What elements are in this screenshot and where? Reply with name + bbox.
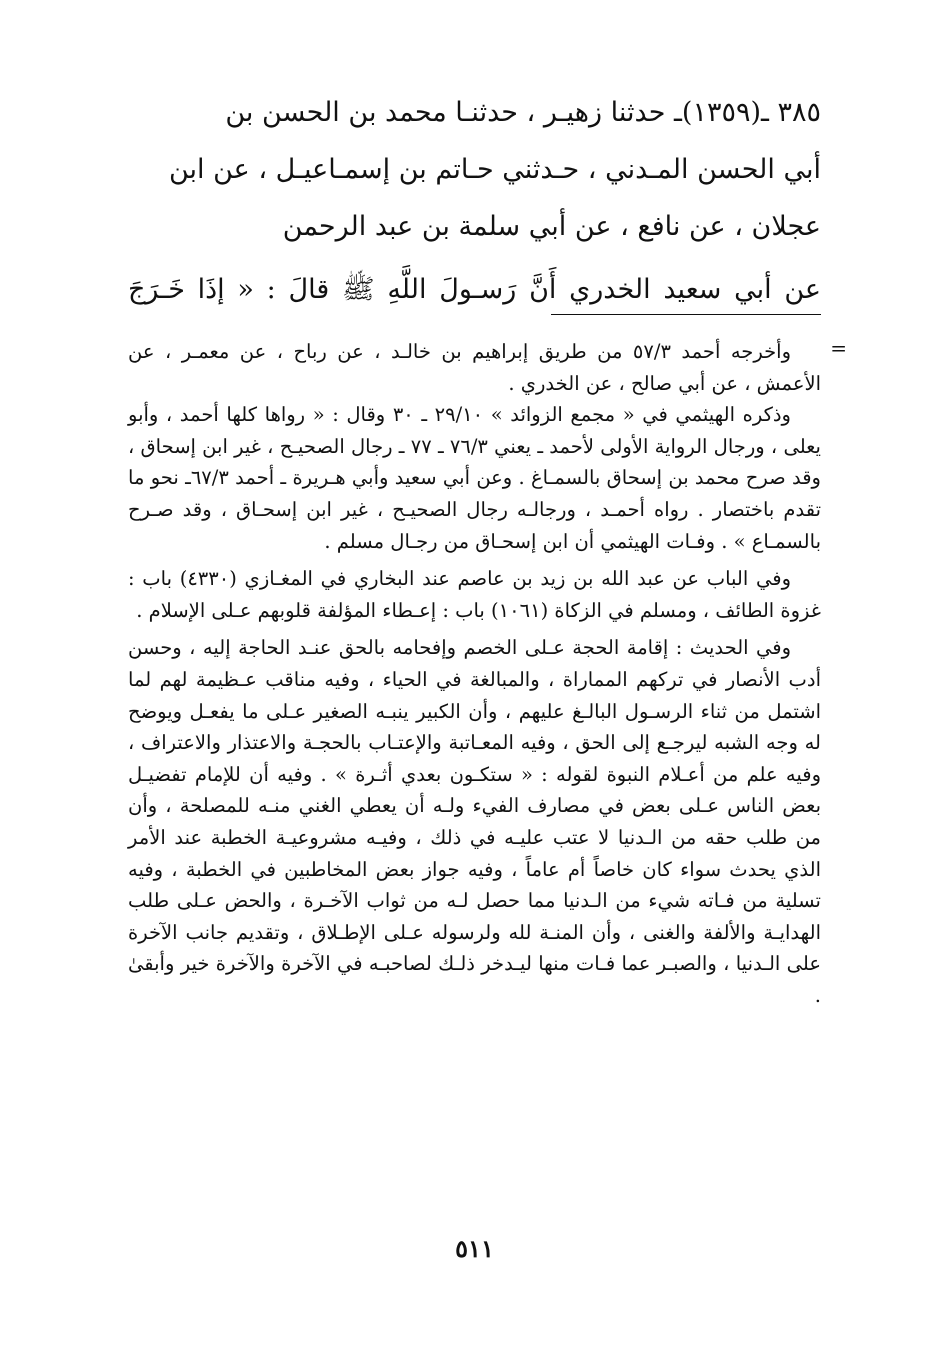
isnad-line: عجلان ، عن نافع ، عن أبي سلمة بن عبد الرحمن [282,211,821,242]
continuation-mark: = [830,336,847,360]
matn-line: عن أبي سعيد الخدري أَنَّ رَسـولَ اللَّهِ ﷺ قالَ : « إذَا خَـرَجَ [128,274,821,305]
footnote-paragraph: وأخرجه أحمد ٥٧/٣ من طريق إبراهيم بن خالـد ، عن رباح ، عن معمـر ، عن الأعمش ، عن أبي صالح ، عن الخدري . [128,340,821,395]
isnad-line: ٣٨٥ ـ(١٣٥٩)ـ حدثنا زهيـر ، حدثنـا محمد بن الحسن بن [225,97,821,128]
footnote-divider [551,314,821,315]
hadith-text [128,84,821,318]
footnote-paragraph: وفي الحديث : إقامة الحجة عـلى الخصم وإفحامه بالحق عنـد الحاجة إليه ، وحسن أدب الأنصار في تركهم المماراة ، والمبالغة في الحياء ، وفيه مناقب عـظيمة لهم لما اشتمل من ثناء الرسـول البالـغ عليهم ، وأن الكبير ينبـه الصغير عـلى ما يفعـل ويوضح له وجه الشبه ليرجـع إلى الحق ، وفيه المعـاتبة والإعتـاب بالحجـة والاعتذار والاعتراف ، وفيه علم من أعـلام النبوة لقوله : « ستكـون بعدي أثـرة » . وفيه أن للإمام تفضيـل بعض الناس عـلى بعض في مصارف الفيء ولـه أن يعطي الغني منـه للمصلحة ، وأن من طلب حقه من الـدنيا لا عتب عليـه في ذلك ، وفيـه مشروعيـة الخطبة عند الأمر الذي يحدث سواء كان خاصاً أم عاماً ، وفيه جواز بعض المخاطبين في الخطبة ، وفيه تسلية من فـاته شيء من الـدنيا مما حصل لـه من ثواب الآخـرة ، والحض عـلى طلب الهدايـة والألفة والغنى ، وأن المنـة لله ولرسوله عـلى الإطـلاق ، وتقديم جانب الآخرة على الـدنيا ، والصبـر عما فـات منها ليـدخر ذلـك لصاحبـه في الآخرة والآخرة خير وأبقىٰ . [128,636,821,1007]
isnad-line: أبي الحسن المـدني ، حـدثني حـاتم بن إسمـاعيـل ، عن ابن [168,154,821,185]
footnote-paragraph: وفي الباب عن عبد الله بن زيد بن عاصم عند البخاري في المغـازي (٤٣٣٠) باب : غزوة الطائف ، ومسلم في الزكاة (١٠٦١) باب : إعـطاء المؤلفة قلوبهم عـلى الإسلام . [128,567,821,622]
document-page [128,0,847,1351]
page-number: ٥١١ [455,1234,494,1263]
footnotes [128,336,821,1011]
footnote-paragraph: وذكره الهيثمي في « مجمع الزوائد » ٢٩/١٠ ـ ٣٠ وقال : « رواها كلها أحمد ، وأبو يعلى ، ورجال الرواية الأولى لأحمد ـ يعني ٧٦/٣ ـ ٧٧ ـ رجال الصحيـح ، غير ابن إسحاق ، وقد صرح محمد بن إسحاق بالسمـاغ . وعن أبي سعيد وأبي هـريرة ـ أحمد ٦٧/٣ـ نحو ما تقدم باختصار . رواه أحمـد ، ورجالـه رجال الصحيـح ، غير ابن إسحـاق ، وقد صـرح بالسمـاع » . وفـات الهيثمي أن ابن إسحـاق من رجـال مسلم . [128,403,821,553]
